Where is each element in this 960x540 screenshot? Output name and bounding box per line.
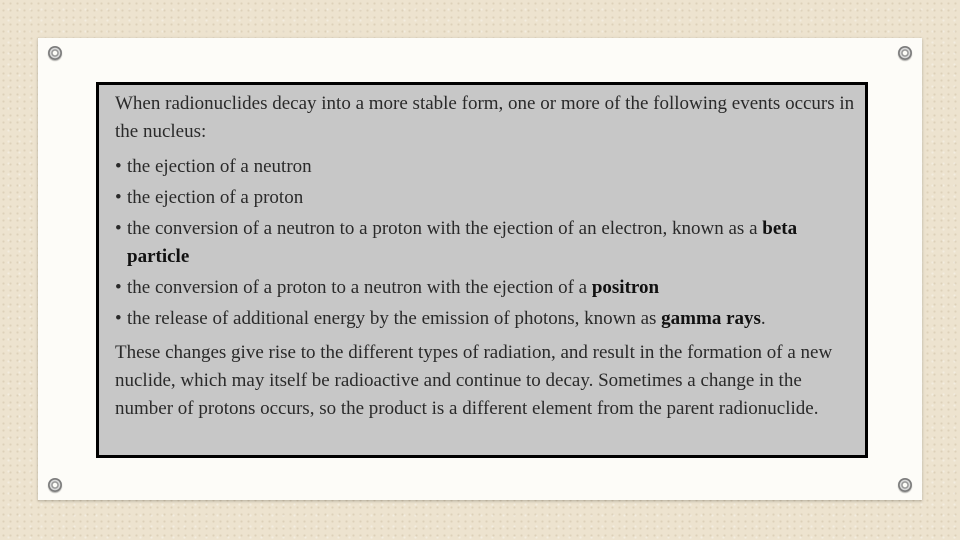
bullet-text: the ejection of a proton <box>127 187 304 208</box>
bullet-item <box>115 184 855 212</box>
term-gamma-rays: gamma rays <box>661 308 761 329</box>
bullet-text-end: . <box>760 308 766 329</box>
term-positron: positron <box>591 277 660 298</box>
closing-paragraph: These changes give rise to the different types of radiation, and result in the formation of a new nuclide, which may itself be radioactive and continue to decay. Sometimes a change in the number of protons occurs, so the product is a different element from the parent radionuclide. <box>115 342 833 419</box>
bullet-text: the ejection of a neutron <box>127 156 312 177</box>
text-panel <box>96 82 868 458</box>
term-beta-particle: beta particle <box>127 218 798 267</box>
bullet-text: the release of additional energy by the emission of photons, known as <box>127 308 662 329</box>
bullet-item <box>115 305 855 333</box>
bullet-icon: • <box>115 218 122 239</box>
pin-icon <box>898 46 912 60</box>
intro-paragraph: When radionuclides decay into a more stable form, one or more of the following events occurs in the nucleus: <box>115 93 855 142</box>
bullet-icon: • <box>115 156 122 177</box>
bullet-item <box>115 215 855 271</box>
panel-content <box>115 90 855 423</box>
bullet-list <box>115 153 855 333</box>
pin-icon <box>898 478 912 492</box>
bullet-icon: • <box>115 308 122 329</box>
bullet-item <box>115 274 855 302</box>
bullet-text: the conversion of a neutron to a proton with the ejection of an electron, known as a <box>127 218 763 239</box>
bullet-icon: • <box>115 277 122 298</box>
bullet-icon: • <box>115 187 122 208</box>
bullet-item <box>115 153 855 181</box>
pin-icon <box>48 478 62 492</box>
pin-icon <box>48 46 62 60</box>
bullet-text: the conversion of a proton to a neutron with the ejection of a <box>127 277 592 298</box>
